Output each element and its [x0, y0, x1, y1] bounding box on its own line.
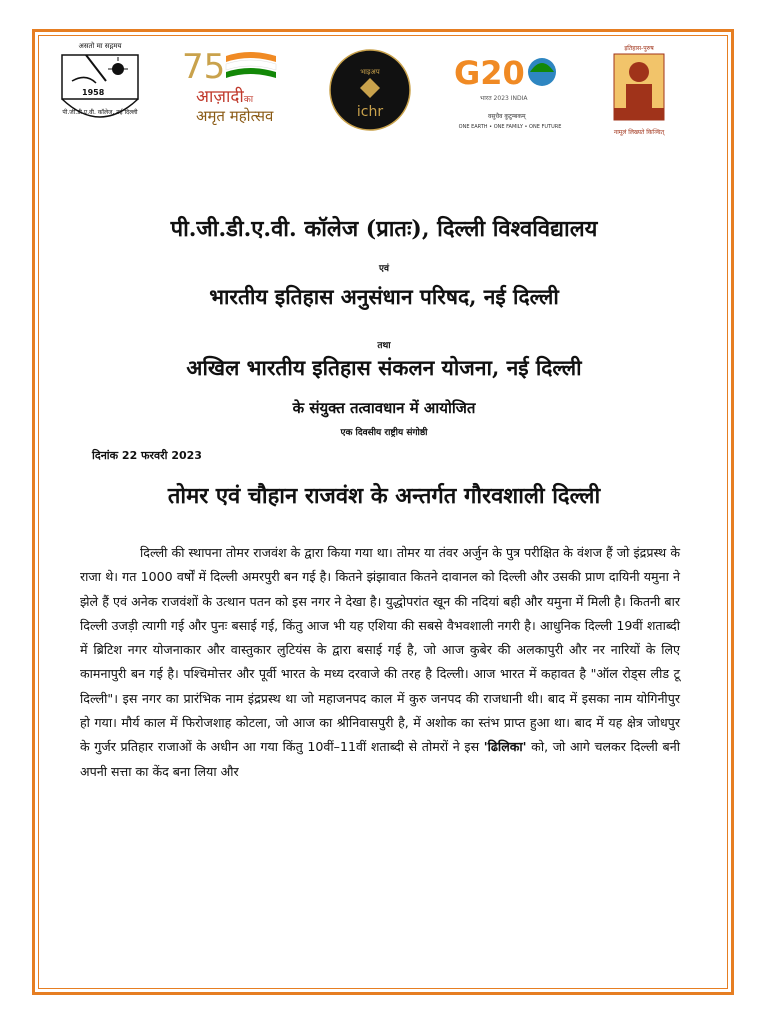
body-text-part1: दिल्ली की स्थापना तोमर राजवंश के द्वारा किया गया था। तोमर या तंवर अर्जुन के पुत्र परीक्षित के वंशज हैं जो इंद्रप्रस्थ के राजा थे। गत 1000 वर्षों में दिल्ली अमरपुरी बन गई है। कितने झंझावात कितने दावानल को दिल्ली और उसकी प्राण दायिनी यमुना ने झेले हैं एवं अनेक राजवंशों के उत्थान पतन को इस नगर ने देखा है। युद्धोपरांत खून की नदियां बही और यमुना में मिली है। कितनी बार दिल्ली उजड़ी त्यागी गई और पुनः बसाई गई, किंतु आज भी यह एशिया की सबसे वैभवशाली नगरी है। आधुनिक दिल्ली 19वीं शताब्दी में ब्रिटिश नगर योजनाकार और वास्तुकार लुटियंस के द्वारा बसाई गई है, जो आज कुबेर की अलकापुरी और नर नारियों के लिए कामनापुरी बन गई है। पश्चिमोत्तर और पूर्वी भारत के मध्य दरवाजे की तरह है दिल्ली। आज भारत में कहावत है "ऑल रोड्स लीड टू दिल्ली"। इस नगर का प्रारंभिक नाम इंद्रप्रस्थ था जो महाजनपद काल में कुरु जनपद की राजधानी थी। बाद में इसका नाम योगिनीपुर हो गया। मौर्य काल में फिरोजशाह कोटला, जो आज का श्रीनिवासपुरी है, में अशोक का स्तंभ प्राप्त हुआ था। बाद में यह क्षेत्र जोधपुर के गुर्जर प्रतिहार राजाओं के अधीन आ गया किंतु 10वीं–11वीं शताब्दी से तोमरों ने इस [80, 545, 680, 755]
college-motto: असतो मा सद्गमय [78, 42, 122, 50]
azadi-line2: अमृत महोत्सव [196, 107, 274, 125]
ichr-emblem-icon [328, 48, 412, 132]
council-heading: भारतीय इतिहास अनुसंधान परिषद, नई दिल्ली [209, 284, 559, 309]
abisy-emblem-icon [606, 52, 672, 124]
abisy-top: इतिहास-पुरुष [624, 45, 654, 52]
g20-sub: भारत 2023 INDIA [480, 95, 528, 102]
yojana-heading: अखिल भारतीय इतिहास संकलन योजना, नई दिल्ली [186, 355, 582, 380]
seventy-five-flag-icon [180, 46, 300, 86]
ichr-text: ichr [356, 104, 384, 120]
event-date: दिनांक 22 फरवरी 2023 [92, 449, 202, 462]
seminar-type: एक दिवसीय राष्ट्रीय संगोष्ठी [340, 428, 428, 438]
abisy-bottom: नामूलं लिख्यते किञ्चित् [613, 129, 665, 136]
azadi-ka: का [243, 95, 254, 105]
body-paragraph [80, 541, 680, 784]
azadi-line1-row [196, 84, 253, 107]
azadi-logo [180, 46, 300, 136]
college-heading: पी.जी.डी.ए.वी. कॉलेज (प्रातः), दिल्ली विश्वविद्यालय [170, 216, 598, 242]
body-text-part2: को, जो आगे चलकर दिल्ली बनी अपनी सत्ता का केंद बना लिया और [80, 739, 680, 779]
logo-row [50, 42, 718, 142]
g20-logo [450, 50, 570, 140]
college-name-small: पी.जी.डी.ए.वी. कॉलेज, नई दिल्ली [62, 109, 138, 116]
body-bold-term: 'ढिलिका' [483, 739, 527, 755]
page-border-inner [38, 35, 728, 989]
jointly-organized-line: के संयुक्त तत्वावधान में आयोजित [292, 399, 476, 417]
college-logo [56, 42, 144, 140]
abisy-logo [606, 44, 672, 138]
ichr-devanagari: भाइअप [360, 68, 380, 76]
azadi-line1: आज़ादी [196, 87, 244, 107]
college-year: 1958 [82, 88, 105, 97]
g20-emblem-icon [450, 50, 570, 94]
g20-text: G20 [454, 54, 525, 92]
g20-motto-hi: वसुधैव कुटुम्बकम् [488, 113, 526, 120]
ichr-logo [328, 48, 412, 132]
g20-motto-en: ONE EARTH • ONE FAMILY • ONE FUTURE [458, 124, 562, 130]
conjunction-evam: एवं [379, 264, 389, 274]
conjunction-tatha: तथा [377, 341, 391, 351]
seminar-topic-title: तोमर एवं चौहान राजवंश के अन्तर्गत गौरवशाली दिल्ली [167, 483, 601, 509]
svg-text:75: 75 [182, 47, 226, 86]
